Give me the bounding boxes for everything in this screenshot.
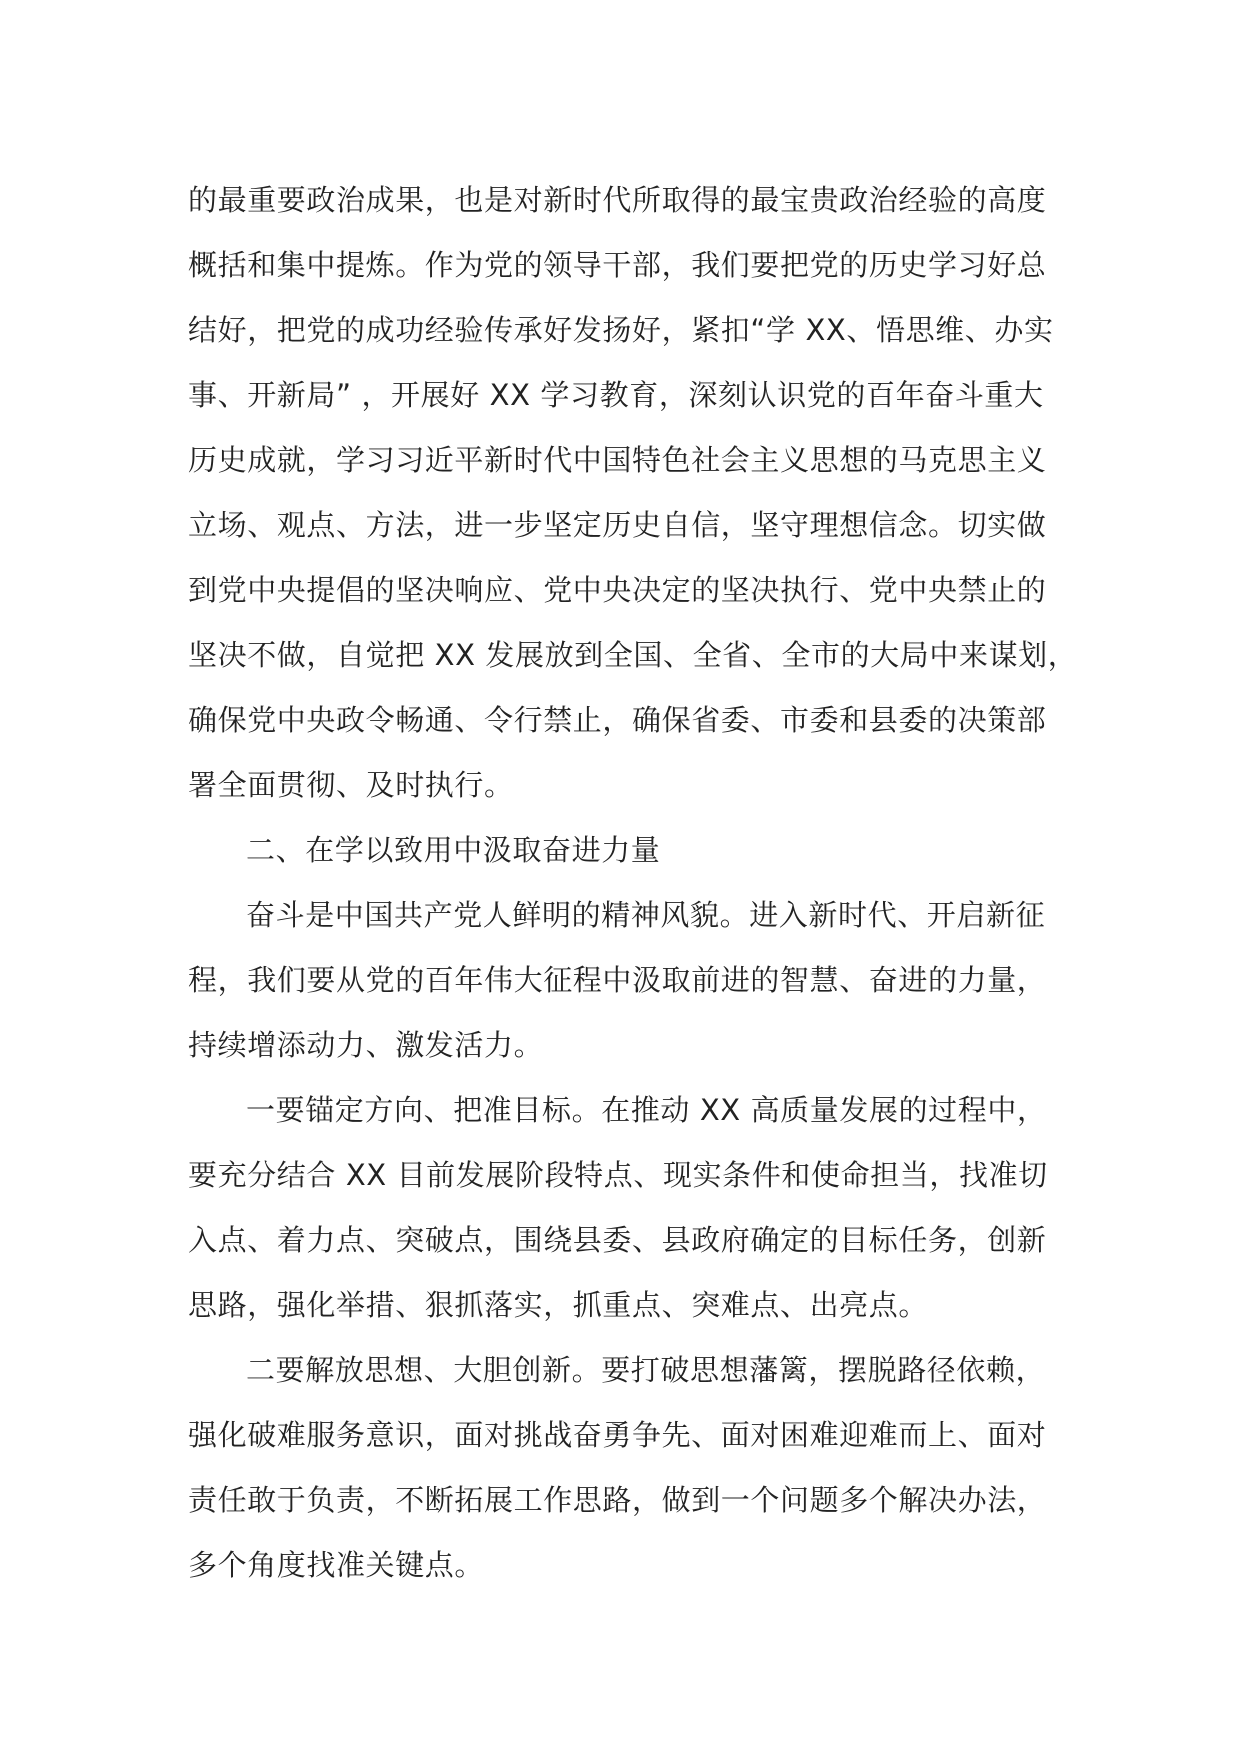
text-line: 署全面贯彻、及时执行。: [188, 768, 514, 802]
document-body: [188, 168, 1078, 1598]
text-line: 思路，强化举措、狠抓落实，抓重点、突难点、出亮点。: [188, 1288, 929, 1322]
text-line: 程，我们要从党的百年伟大征程中汲取前进的智慧、奋进的力量，: [188, 963, 1047, 997]
text-line: 立场、观点、方法，进一步坚定历史自信，坚守理想信念。切实做: [188, 508, 1047, 542]
text-line: 多个角度找准关键点。: [188, 1548, 485, 1582]
paragraph-first-line: 二要解放思想、大胆创新。要打破思想藩篱，摆脱路径依赖，: [246, 1353, 1046, 1387]
text-line: 入点、着力点、突破点，围绕县委、县政府确定的目标任务，创新: [188, 1223, 1047, 1257]
text-line: 概括和集中提炼。作为党的领导干部，我们要把党的历史学习好总: [188, 248, 1047, 282]
text-line: 持续增添动力、激发活力。: [188, 1028, 544, 1062]
text-line: 到党中央提倡的坚决响应、党中央决定的坚决执行、党中央禁止的: [188, 573, 1047, 607]
section-heading: 二、在学以致用中汲取奋进力量: [246, 833, 661, 867]
paragraph-first-line: 奋斗是中国共产党人鲜明的精神风貌。进入新时代、开启新征: [246, 898, 1046, 932]
text-line: 事、开新局” ，开展好 XX 学习教育，深刻认识党的百年奋斗重大: [188, 378, 1044, 412]
text-line: 的最重要政治成果，也是对新时代所取得的最宝贵政治经验的高度: [188, 183, 1047, 217]
text-line: 强化破难服务意识，面对挑战奋勇争先、面对困难迎难而上、面对: [188, 1418, 1047, 1452]
text-line: 结好，把党的成功经验传承好发扬好，紧扣“学 XX、悟思维、办实: [188, 313, 1054, 347]
text-line: 要充分结合 XX 目前发展阶段特点、现实条件和使命担当，找准切: [188, 1158, 1048, 1192]
text-line: 坚决不做，自觉把 XX 发展放到全国、全省、全市的大局中来谋划，: [188, 638, 1078, 672]
text-line: 确保党中央政令畅通、令行禁止，确保省委、市委和县委的决策部: [188, 703, 1047, 737]
text-line: 责任敢于负责，不断拓展工作思路，做到一个问题多个解决办法，: [188, 1483, 1047, 1517]
paragraph-first-line: 一要锚定方向、把准目标。在推动 XX 高质量发展的过程中，: [246, 1093, 1047, 1127]
text-line: 历史成就，学习习近平新时代中国特色社会主义思想的马克思主义: [188, 443, 1047, 477]
